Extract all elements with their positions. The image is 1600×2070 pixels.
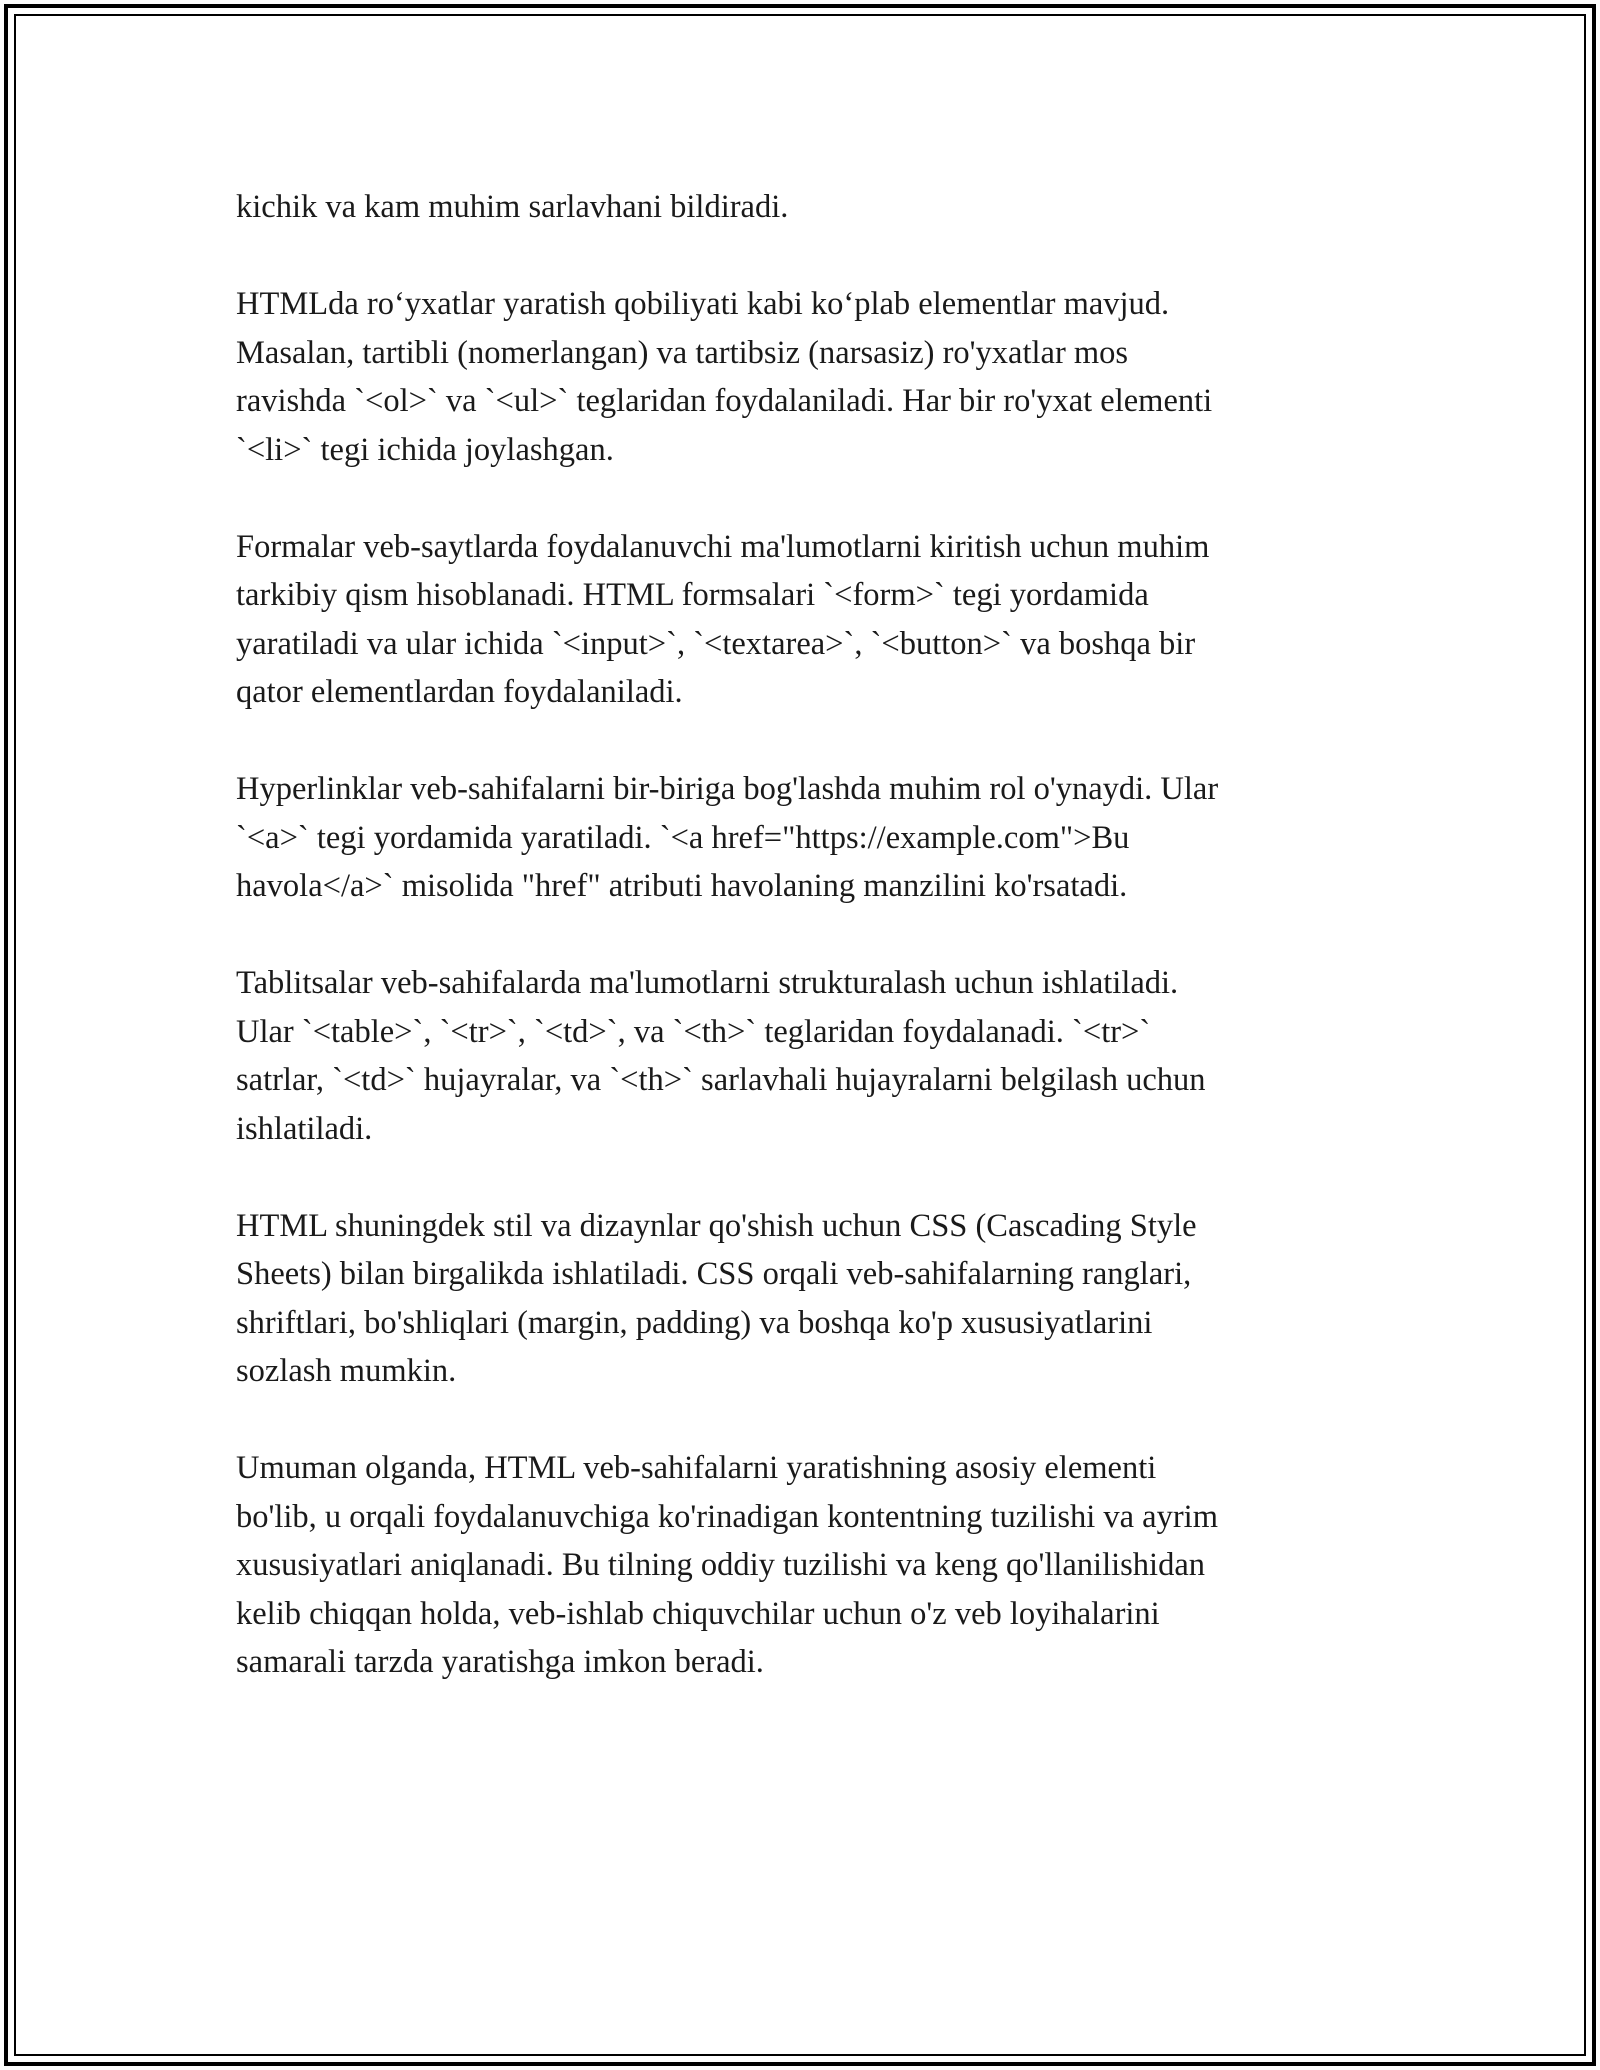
text-line: ravishda `<ol>` va `<ul>` teglaridan foydalaniladi. Har bir ro'yxat elementi (236, 383, 1213, 419)
paragraph-1 (236, 183, 1366, 232)
text-line: ishlatiladi. (236, 1110, 373, 1147)
document-body (236, 183, 1366, 1735)
text-line: samarali tarzda yaratishga imkon beradi. (236, 1644, 764, 1680)
paragraph-3 (236, 523, 1366, 717)
text-line: kichik va kam muhim sarlavhani bildiradi. (236, 189, 789, 225)
text-line: Sheets) bilan birgalikda ishlatiladi. CSS orqali veb-sahifalarning ranglari, (236, 1256, 1192, 1292)
paragraph-4 (236, 765, 1366, 911)
paragraph-2 (236, 280, 1366, 474)
text-line: qator elementlardan foydalaniladi. (236, 674, 683, 710)
text-line: tarkibiy qism hisoblanadi. HTML formsalari `<form>` tegi yordamida (236, 577, 1149, 613)
text-line: yaratiladi va ular ichida `<input>`, `<textarea>`, `<button>` va boshqa bir (236, 625, 1196, 662)
text-line: sozlash mumkin. (236, 1353, 457, 1389)
text-line: Ular `<table>`, `<tr>`, `<td>`, va `<th>` teglaridan foydalanadi. `<tr>` (236, 1013, 1151, 1050)
text-line: bo'lib, u orqali foydalanuvchiga ko'rinadigan kontentning tuzilishi va ayrim (236, 1498, 1218, 1535)
text-line: `<a>` tegi yordamida yaratiladi. `<a href="https://example.com">Bu (236, 819, 1130, 856)
paragraph-6 (236, 1202, 1366, 1396)
paragraph-5 (236, 959, 1366, 1153)
text-line: `<li>` tegi ichida joylashgan. (236, 431, 614, 468)
paragraph-7 (236, 1444, 1366, 1687)
text-line: Hyperlinklar veb-sahifalarni bir-biriga bog'lashda muhim rol o'ynaydi. Ular (236, 771, 1219, 807)
text-line: kelib chiqqan holda, veb-ishlab chiquvchilar uchun o'z veb loyihalarini (236, 1595, 1160, 1632)
text-line: satrlar, `<td>` hujayralar, va `<th>` sarlavhali hujayralarni belgilash uchun (236, 1062, 1206, 1098)
text-line: xususiyatlari aniqlanadi. Bu tilning oddiy tuzilishi va keng qo'llanilishidan (236, 1547, 1206, 1583)
text-line: Umuman olganda, HTML veb-sahifalarni yaratishning asosiy elementi (236, 1450, 1157, 1486)
text-line: Masalan, tartibli (nomerlangan) va tartibsiz (narsasiz) ro'yxatlar mos (236, 334, 1129, 371)
text-line: HTML shuningdek stil va dizaynlar qo'shish uchun CSS (Cascading Style (236, 1207, 1197, 1244)
text-line: Tablitsalar veb-sahifalarda ma'lumotlarni strukturalash uchun ishlatiladi. (236, 965, 1179, 1001)
text-line: havola</a>` misolida "href" atributi havolaning manzilini ko'rsatadi. (236, 868, 1128, 904)
text-line: HTMLda ro‘yxatlar yaratish qobiliyati kabi ko‘plab elementlar mavjud. (236, 286, 1170, 322)
text-line: shriftlari, bo'shliqlari (margin, padding) va boshqa ko'p xususiyatlarini (236, 1304, 1153, 1341)
text-line: Formalar veb-saytlarda foydalanuvchi ma'lumotlarni kiritish uchun muhim (236, 528, 1210, 565)
